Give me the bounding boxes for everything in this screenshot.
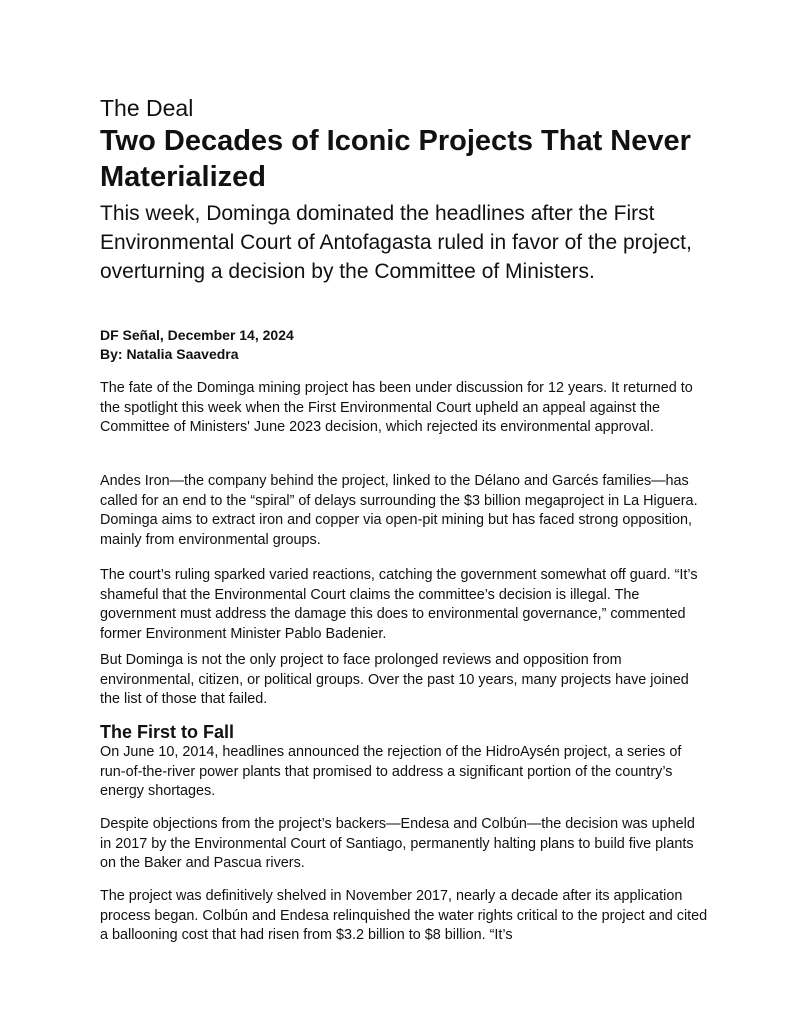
section-heading: The First to Fall: [100, 722, 235, 742]
source-date: DF Señal, December 14, 2024: [100, 327, 294, 343]
paragraph: On June 10, 2014, headlines announced the rejection of the HidroAysén project, a series of run-of-the-river power plants that promised to address a significant portion of the country’s energy shortages.: [100, 744, 682, 799]
paragraph: Despite objections from the project’s backers—Endesa and Colbún—the decision was upheld in 2017 by the Environmental Court of Santiago, permanently halting plans to build five plants on the Baker and Pascua rivers.: [100, 816, 695, 871]
paragraph: The project was definitively shelved in November 2017, nearly a decade after its application process began. Colbún and Endesa relinquished the water rights critical to the project and cited a ballooning cost that had risen from $3.2 billion to $8 billion. “It’s: [100, 888, 708, 943]
paragraph: The fate of the Dominga mining project has been under discussion for 12 years. It returned to the spotlight this week when the First Environmental Court upheld an appeal against the Committee of Ministers' June 2023 decision, which rejected its environmental approval.: [100, 380, 693, 435]
article-subtitle: This week, Dominga dominated the headlines after the First Environmental Court of Antofagasta ruled in favor of the project, overturning a decision by the Committee of Ministers.: [100, 202, 692, 283]
byline: By: Natalia Saavedra: [100, 346, 239, 362]
article-title: Two Decades of Iconic Projects That Never Materialized: [100, 125, 691, 193]
paragraph: The court’s ruling sparked varied reactions, catching the government somewhat off guard. “It’s shameful that the Environmental Court claims the committee’s decision is illegal. The government must address the damage this does to environmental governance,” commented former Environment Minister Pablo Badenier.: [100, 567, 698, 642]
paragraph: Andes Iron—the company behind the project, linked to the Délano and Garcés families—has called for an end to the “spiral” of delays surrounding the $3 billion megaproject in La Higuera. Dominga aims to extract iron and copper via open-pit mining but has faced strong opposition, mainly from environmental groups.: [100, 473, 698, 548]
article-kicker: The Deal: [100, 95, 194, 121]
paragraph: But Dominga is not the only project to face prolonged reviews and opposition from environmental, citizen, or political groups. Over the past 10 years, many projects have joined the list of those that failed.: [100, 652, 689, 707]
article-meta: [100, 326, 294, 364]
